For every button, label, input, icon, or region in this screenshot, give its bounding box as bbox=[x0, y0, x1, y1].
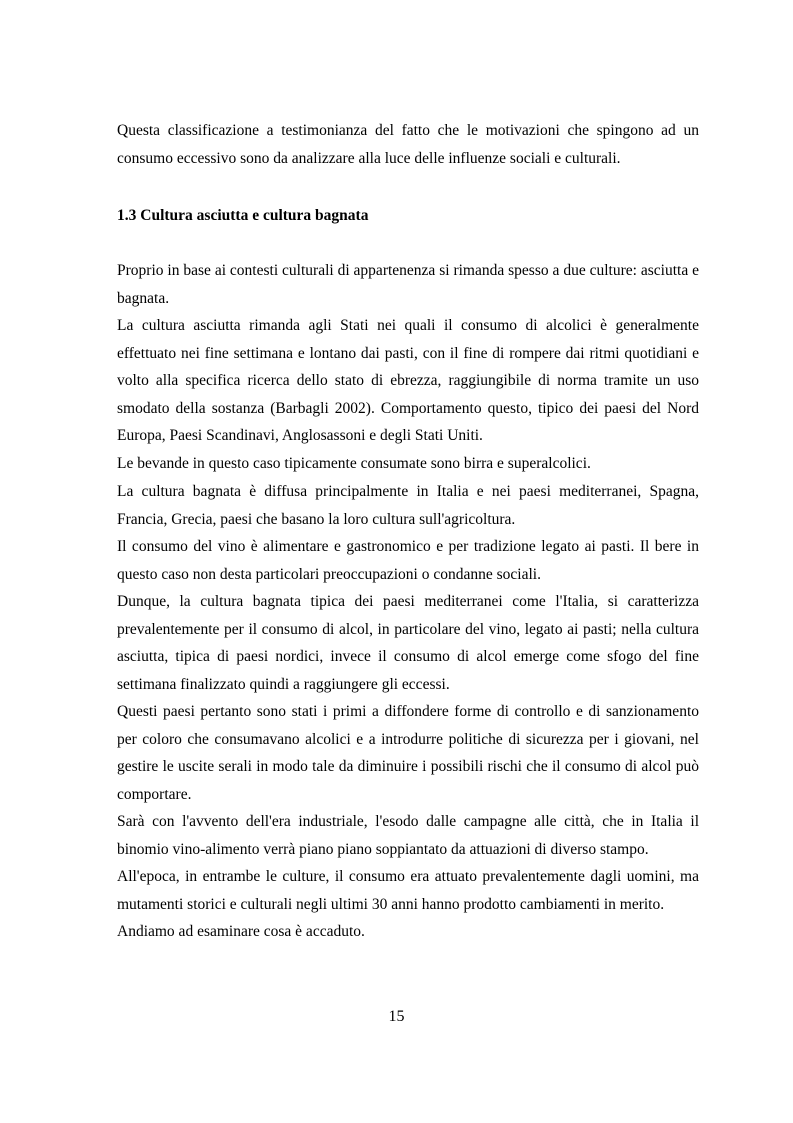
paragraph-2: La cultura asciutta rimanda agli Stati nei quali il consumo di alcolici è generalmente effettuato nei fine settimana e lontano dai pasti, con il fine di rompere dai ritmi quotidiani e volto alla specifica ricerca dello stato di ebrezza, raggiungibile di norma tramite un uso smodato della sostanza (Barbagli 2002). Comportamento questo, tipico dei paesi del Nord Europa, Paesi Scandinavi, Anglosassoni e degli Stati Uniti. bbox=[117, 317, 699, 444]
section-heading: 1.3 Cultura asciutta e cultura bagnata bbox=[117, 207, 369, 224]
paragraph-5: Il consumo del vino è alimentare e gastronomico e per tradizione legato ai pasti. Il bere in questo caso non desta particolari preoccupazioni o condanne sociali. bbox=[117, 538, 699, 583]
paragraph-1: Proprio in base ai contesti culturali di appartenenza si rimanda spesso a due culture: asciutta e bagnata. bbox=[117, 262, 699, 307]
paragraph-4: La cultura bagnata è diffusa principalmente in Italia e nei paesi mediterranei, Spagna, Francia, Grecia, paesi che basano la loro cultura sull'agricoltura. bbox=[117, 483, 699, 528]
paragraph-7: Questi paesi pertanto sono stati i primi a diffondere forme di controllo e di sanzionamento per coloro che consumavano alcolici e a introdurre politiche di sicurezza per i giovani, nel gestire le uscite serali in modo tale da diminuire i possibili rischi che il consumo di alcol può comportare. bbox=[117, 703, 699, 803]
paragraph-3: Le bevande in questo caso tipicamente consumate sono birra e superalcolici. bbox=[117, 455, 591, 472]
paragraph-8: Sarà con l'avvento dell'era industriale, l'esodo dalle campagne alle città, che in Italia il binomio vino-alimento verrà piano piano soppiantato da attuazioni di diverso stampo. bbox=[117, 813, 699, 858]
paragraph-9: All'epoca, in entrambe le culture, il consumo era attuato prevalentemente dagli uomini, ma mutamenti storici e culturali negli ultimi 30 anni hanno prodotto cambiamenti in merito. bbox=[117, 868, 699, 913]
paragraph-6: Dunque, la cultura bagnata tipica dei paesi mediterranei come l'Italia, si caratterizza prevalentemente per il consumo di alcol, in particolare del vino, legato ai pasti; nella cultura asciutta, tipica di paesi nordici, invece il consumo di alcol emerge come sfogo del fine settimana finalizzato quindi a raggiungere gli eccessi. bbox=[117, 593, 699, 693]
paragraph-10: Andiamo ad esaminare cosa è accaduto. bbox=[117, 923, 365, 940]
intro-paragraph: Questa classificazione a testimonianza del fatto che le motivazioni che spingono ad un consumo eccessivo sono da analizzare alla luce delle influenze sociali e culturali. bbox=[117, 122, 699, 167]
page-number: 15 bbox=[388, 1008, 405, 1025]
